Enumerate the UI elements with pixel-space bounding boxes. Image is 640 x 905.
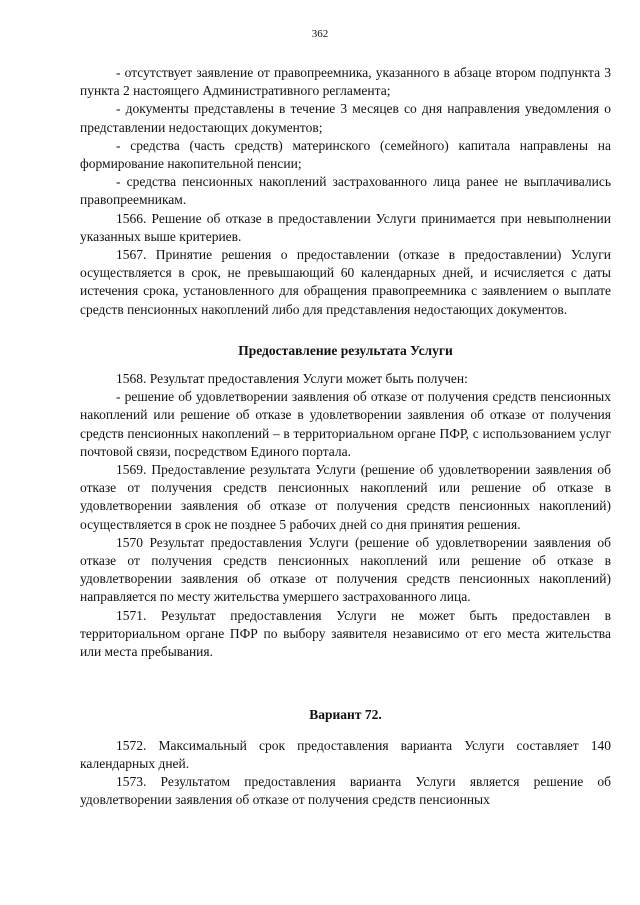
paragraph: - отсутствует заявление от правопреемника, указанного в абзаце втором подпункта 3 пункта 2 настоящего Административного регламента;	[80, 65, 611, 99]
paragraph: 1573. Результатом предоставления варианта Услуги является решение об удовлетворении заявления об отказе от получения средств пенсионных	[80, 773, 611, 808]
paragraph: 1570 Результат предоставления Услуги (решение об удовлетворении заявления об отказе от получения средств пенсионных накоплений или решение об отказе в удовлетворении заявления об отказе от получения средств пенсионных накоплений) направляется по месту жительства умершего застрахованного лица.	[80, 534, 611, 605]
paragraph: - средства (часть средств) материнского (семейного) капитала направлены на формирование накопительной пенсии;	[80, 137, 611, 172]
paragraph: 1568. Результат предоставления Услуги может быть получен:	[116, 371, 468, 387]
page-number: 362	[311, 28, 329, 40]
page-content	[80, 64, 611, 809]
paragraph: 1566. Решение об отказе в предоставлении Услуги принимается при невыполнении указанных выше критериев.	[80, 210, 611, 244]
paragraph: - решение об удовлетворении заявления об отказе от получения средств пенсионных накоплений или решение об отказе в удовлетворении заявления об отказе от получения средств пенсионных накоплений – в территориальном органе ПФР, с использованием услуг почтовой связи, посредством Единого портала.	[80, 389, 611, 459]
paragraph: 1572. Максимальный срок предоставления варианта Услуги составляет 140 календарных дней.	[80, 737, 611, 771]
paragraph: - документы представлены в течение 3 месяцев со дня направления уведомления о представлении недостающих документов;	[80, 101, 611, 135]
paragraph: 1567. Принятие решения о предоставлении (отказе в предоставлении) Услуги осуществляется в срок, не превышающий 60 календарных дней, и исчисляется с даты истечения срока, установленного для обращения правопреемника с заявлением о выплате средств пенсионных накоплений либо для представления недостающих документов.	[80, 247, 611, 317]
paragraph: 1569. Предоставление результата Услуги (решение об удовлетворении заявления об отказе от получения средств пенсионных накоплений или решение об отказе в удовлетворении заявления об отказе от получения средств пенсионных накоплений) осуществляется в срок не позднее 5 рабочих дней со дня принятия решения.	[80, 462, 611, 532]
section-heading: Предоставление результата Услуги	[238, 342, 453, 358]
paragraph: 1571. Результат предоставления Услуги не может быть предоставлен в территориальном органе ПФР по выбору заявителя независимо от его места жительства или места пребывания.	[80, 607, 611, 660]
paragraph: - средства пенсионных накоплений застрахованного лица ранее не выплачивались правопреемникам.	[80, 174, 611, 208]
variant-heading: Вариант 72.	[309, 707, 382, 723]
